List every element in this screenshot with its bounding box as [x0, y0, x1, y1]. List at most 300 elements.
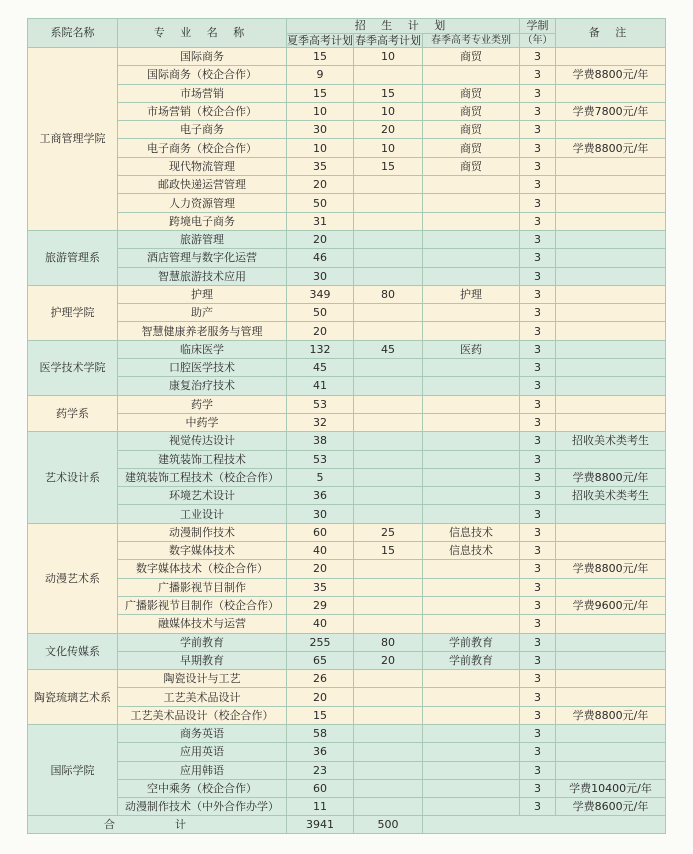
summer-plan: 32	[287, 413, 354, 431]
spring-category	[423, 798, 520, 816]
header-duration-top: 学制	[520, 19, 556, 34]
spring-plan	[354, 670, 423, 688]
table-row	[28, 560, 666, 578]
duration-years: 3	[520, 633, 556, 651]
spring-plan	[354, 413, 423, 431]
duration-years: 3	[520, 432, 556, 450]
spring-category	[423, 688, 520, 706]
spring-category	[423, 450, 520, 468]
table-row	[28, 249, 666, 267]
duration-years: 3	[520, 230, 556, 248]
spring-category	[423, 413, 520, 431]
table-row	[28, 670, 666, 688]
summer-plan: 10	[287, 102, 354, 120]
spring-plan	[354, 743, 423, 761]
remark	[556, 743, 666, 761]
spring-plan	[354, 724, 423, 742]
major-name: 应用韩语	[118, 761, 287, 779]
table-row	[28, 66, 666, 84]
spring-category: 商贸	[423, 121, 520, 139]
major-name: 康复治疗技术	[118, 377, 287, 395]
major-name: 视觉传达设计	[118, 432, 287, 450]
summer-plan: 50	[287, 304, 354, 322]
remark: 招收美术类考生	[556, 487, 666, 505]
duration-years: 3	[520, 267, 556, 285]
table-row	[28, 304, 666, 322]
major-name: 应用英语	[118, 743, 287, 761]
remark: 学费7800元/年	[556, 102, 666, 120]
major-name: 智慧旅游技术应用	[118, 267, 287, 285]
duration-years: 3	[520, 688, 556, 706]
table-row	[28, 450, 666, 468]
major-name: 国际商务	[118, 48, 287, 66]
summer-plan: 41	[287, 377, 354, 395]
spring-category	[423, 194, 520, 212]
duration-years: 3	[520, 560, 556, 578]
duration-years: 3	[520, 542, 556, 560]
spring-plan	[354, 230, 423, 248]
remark	[556, 194, 666, 212]
spring-category	[423, 706, 520, 724]
spring-plan	[354, 596, 423, 614]
spring-plan: 20	[354, 121, 423, 139]
table-row	[28, 651, 666, 669]
major-name: 空中乘务（校企合作）	[118, 779, 287, 797]
major-name: 数字媒体技术（校企合作）	[118, 560, 287, 578]
remark	[556, 285, 666, 303]
table-row	[28, 230, 666, 248]
spring-category	[423, 724, 520, 742]
spring-category	[423, 761, 520, 779]
major-name: 动漫制作技术（中外合作办学）	[118, 798, 287, 816]
major-name: 药学	[118, 395, 287, 413]
table-row	[28, 267, 666, 285]
summer-plan: 20	[287, 560, 354, 578]
header-major: 专 业 名 称	[118, 19, 287, 48]
summer-plan: 30	[287, 267, 354, 285]
table-row	[28, 523, 666, 541]
spring-plan: 20	[354, 651, 423, 669]
major-name: 工业设计	[118, 505, 287, 523]
duration-years: 3	[520, 66, 556, 84]
spring-plan: 45	[354, 340, 423, 358]
summer-plan: 132	[287, 340, 354, 358]
spring-category: 商贸	[423, 84, 520, 102]
major-name: 市场营销（校企合作）	[118, 102, 287, 120]
total-spring: 500	[354, 816, 423, 834]
spring-category	[423, 377, 520, 395]
summer-plan: 20	[287, 230, 354, 248]
college-name: 旅游管理系	[28, 230, 118, 285]
table-row	[28, 761, 666, 779]
summer-plan: 35	[287, 578, 354, 596]
duration-years: 3	[520, 48, 556, 66]
remark: 招收美术类考生	[556, 432, 666, 450]
table-row	[28, 194, 666, 212]
remark	[556, 121, 666, 139]
remark	[556, 48, 666, 66]
spring-plan	[354, 395, 423, 413]
duration-years: 3	[520, 121, 556, 139]
spring-plan: 10	[354, 102, 423, 120]
summer-plan: 20	[287, 176, 354, 194]
header-plan: 招 生 计 划	[287, 19, 520, 34]
spring-plan: 15	[354, 84, 423, 102]
spring-category	[423, 615, 520, 633]
remark	[556, 157, 666, 175]
college-name: 药学系	[28, 395, 118, 432]
table-row	[28, 542, 666, 560]
remark	[556, 523, 666, 541]
summer-plan: 58	[287, 724, 354, 742]
remark	[556, 212, 666, 230]
table-row	[28, 468, 666, 486]
spring-category	[423, 743, 520, 761]
spring-plan	[354, 249, 423, 267]
spring-plan: 10	[354, 48, 423, 66]
spring-category	[423, 212, 520, 230]
table-row	[28, 413, 666, 431]
duration-years: 3	[520, 157, 556, 175]
summer-plan: 30	[287, 121, 354, 139]
remark	[556, 413, 666, 431]
summer-plan: 46	[287, 249, 354, 267]
duration-years: 3	[520, 84, 556, 102]
college-name: 工商管理学院	[28, 48, 118, 231]
major-name: 建筑装饰工程技术（校企合作）	[118, 468, 287, 486]
major-name: 中药学	[118, 413, 287, 431]
remark	[556, 688, 666, 706]
summer-plan: 53	[287, 450, 354, 468]
table-row	[28, 596, 666, 614]
remark: 学费8800元/年	[556, 139, 666, 157]
spring-plan	[354, 450, 423, 468]
remark	[556, 84, 666, 102]
spring-plan	[354, 578, 423, 596]
spring-category	[423, 560, 520, 578]
table-row	[28, 432, 666, 450]
spring-category	[423, 249, 520, 267]
major-name: 早期教育	[118, 651, 287, 669]
duration-years: 3	[520, 761, 556, 779]
spring-plan: 80	[354, 633, 423, 651]
spring-category: 护理	[423, 285, 520, 303]
spring-category: 商贸	[423, 102, 520, 120]
major-name: 邮政快递运营管理	[118, 176, 287, 194]
spring-category	[423, 596, 520, 614]
table-row	[28, 487, 666, 505]
duration-years: 3	[520, 743, 556, 761]
remark	[556, 670, 666, 688]
summer-plan: 20	[287, 322, 354, 340]
spring-plan	[354, 688, 423, 706]
college-name: 文化传媒系	[28, 633, 118, 670]
major-name: 口腔医学技术	[118, 359, 287, 377]
table-row	[28, 377, 666, 395]
remark	[556, 651, 666, 669]
major-name: 酒店管理与数字化运营	[118, 249, 287, 267]
total-empty	[423, 816, 666, 834]
spring-category	[423, 267, 520, 285]
table-row	[28, 48, 666, 66]
table-row	[28, 139, 666, 157]
duration-years: 3	[520, 596, 556, 614]
spring-category	[423, 432, 520, 450]
spring-plan	[354, 779, 423, 797]
table-row	[28, 578, 666, 596]
header-college: 系院名称	[28, 19, 118, 48]
spring-category	[423, 66, 520, 84]
duration-years: 3	[520, 468, 556, 486]
major-name: 旅游管理	[118, 230, 287, 248]
duration-years: 3	[520, 304, 556, 322]
duration-years: 3	[520, 670, 556, 688]
spring-category	[423, 505, 520, 523]
remark	[556, 633, 666, 651]
summer-plan: 15	[287, 84, 354, 102]
major-name: 学前教育	[118, 633, 287, 651]
major-name: 临床医学	[118, 340, 287, 358]
table-row	[28, 121, 666, 139]
duration-years: 3	[520, 285, 556, 303]
major-name: 国际商务（校企合作）	[118, 66, 287, 84]
spring-plan	[354, 761, 423, 779]
spring-category	[423, 230, 520, 248]
spring-category	[423, 779, 520, 797]
table-row	[28, 505, 666, 523]
table-row	[28, 84, 666, 102]
summer-plan: 50	[287, 194, 354, 212]
duration-years: 3	[520, 194, 556, 212]
table-row	[28, 706, 666, 724]
spring-plan: 10	[354, 139, 423, 157]
spring-category	[423, 304, 520, 322]
summer-plan: 35	[287, 157, 354, 175]
duration-years: 3	[520, 102, 556, 120]
spring-category	[423, 487, 520, 505]
remark	[556, 359, 666, 377]
spring-plan	[354, 267, 423, 285]
major-name: 工艺美术品设计	[118, 688, 287, 706]
remark: 学费8600元/年	[556, 798, 666, 816]
duration-years: 3	[520, 139, 556, 157]
major-name: 人力资源管理	[118, 194, 287, 212]
header-summer: 夏季高考计划	[287, 34, 353, 47]
college-name: 护理学院	[28, 285, 118, 340]
major-name: 电子商务	[118, 121, 287, 139]
duration-years: 3	[520, 798, 556, 816]
duration-years: 3	[520, 413, 556, 431]
duration-years: 3	[520, 249, 556, 267]
major-name: 动漫制作技术	[118, 523, 287, 541]
spring-plan	[354, 212, 423, 230]
major-name: 广播影视节目制作	[118, 578, 287, 596]
remark	[556, 249, 666, 267]
table-row	[28, 212, 666, 230]
remark: 学费8800元/年	[556, 706, 666, 724]
remark	[556, 322, 666, 340]
summer-plan: 36	[287, 743, 354, 761]
spring-plan: 15	[354, 542, 423, 560]
summer-plan: 15	[287, 706, 354, 724]
summer-plan: 60	[287, 779, 354, 797]
summer-plan: 26	[287, 670, 354, 688]
remark	[556, 267, 666, 285]
major-name: 护理	[118, 285, 287, 303]
spring-category: 商贸	[423, 157, 520, 175]
college-name: 动漫艺术系	[28, 523, 118, 633]
duration-years: 3	[520, 505, 556, 523]
spring-plan: 80	[354, 285, 423, 303]
summer-plan: 20	[287, 688, 354, 706]
remark	[556, 395, 666, 413]
spring-category	[423, 468, 520, 486]
duration-years: 3	[520, 450, 556, 468]
remark: 学费8800元/年	[556, 560, 666, 578]
duration-years: 3	[520, 176, 556, 194]
duration-years: 3	[520, 359, 556, 377]
summer-plan: 23	[287, 761, 354, 779]
major-name: 数字媒体技术	[118, 542, 287, 560]
spring-category	[423, 322, 520, 340]
table-row	[28, 395, 666, 413]
duration-years: 3	[520, 377, 556, 395]
major-name: 跨境电子商务	[118, 212, 287, 230]
spring-plan	[354, 615, 423, 633]
summer-plan: 5	[287, 468, 354, 486]
remark	[556, 304, 666, 322]
duration-years: 3	[520, 523, 556, 541]
major-name: 融媒体技术与运营	[118, 615, 287, 633]
spring-category: 学前教育	[423, 633, 520, 651]
summer-plan: 40	[287, 615, 354, 633]
spring-category: 学前教育	[423, 651, 520, 669]
table-row	[28, 157, 666, 175]
summer-plan: 11	[287, 798, 354, 816]
summer-plan: 38	[287, 432, 354, 450]
remark	[556, 230, 666, 248]
spring-plan	[354, 377, 423, 395]
college-name: 艺术设计系	[28, 432, 118, 523]
header-remark: 备 注	[556, 19, 666, 48]
total-label-left: 合	[104, 818, 115, 832]
table-row	[28, 724, 666, 742]
table-row	[28, 743, 666, 761]
major-name: 市场营销	[118, 84, 287, 102]
table-row	[28, 615, 666, 633]
spring-category	[423, 670, 520, 688]
summer-plan: 29	[287, 596, 354, 614]
remark	[556, 542, 666, 560]
college-name: 医学技术学院	[28, 340, 118, 395]
major-name: 工艺美术品设计（校企合作）	[118, 706, 287, 724]
spring-plan	[354, 706, 423, 724]
summer-plan: 45	[287, 359, 354, 377]
total-row	[28, 816, 666, 834]
major-name: 电子商务（校企合作）	[118, 139, 287, 157]
remark	[556, 377, 666, 395]
remark	[556, 340, 666, 358]
table-row	[28, 633, 666, 651]
major-name: 商务英语	[118, 724, 287, 742]
summer-plan: 60	[287, 523, 354, 541]
remark	[556, 450, 666, 468]
spring-category: 信息技术	[423, 523, 520, 541]
remark: 学费8800元/年	[556, 66, 666, 84]
header-duration-bottom: （年）	[520, 34, 556, 48]
table-row	[28, 176, 666, 194]
spring-plan	[354, 505, 423, 523]
spring-plan	[354, 176, 423, 194]
major-name: 智慧健康养老服务与管理	[118, 322, 287, 340]
spring-plan	[354, 798, 423, 816]
spring-category: 商贸	[423, 48, 520, 66]
total-label-right: 计	[175, 818, 186, 832]
remark: 学费10400元/年	[556, 779, 666, 797]
summer-plan: 40	[287, 542, 354, 560]
duration-years: 3	[520, 487, 556, 505]
remark	[556, 505, 666, 523]
duration-years: 3	[520, 322, 556, 340]
summer-plan: 53	[287, 395, 354, 413]
summer-plan: 9	[287, 66, 354, 84]
table-row	[28, 322, 666, 340]
duration-years: 3	[520, 615, 556, 633]
spring-plan: 25	[354, 523, 423, 541]
spring-category: 信息技术	[423, 542, 520, 560]
summer-plan: 255	[287, 633, 354, 651]
major-name: 陶瓷设计与工艺	[118, 670, 287, 688]
major-name: 环境艺术设计	[118, 487, 287, 505]
spring-plan	[354, 359, 423, 377]
duration-years: 3	[520, 706, 556, 724]
spring-plan	[354, 468, 423, 486]
summer-plan: 36	[287, 487, 354, 505]
table-row	[28, 102, 666, 120]
spring-plan	[354, 560, 423, 578]
duration-years: 3	[520, 340, 556, 358]
duration-years: 3	[520, 724, 556, 742]
summer-plan: 31	[287, 212, 354, 230]
remark: 学费9600元/年	[556, 596, 666, 614]
total-label	[28, 816, 287, 834]
spring-category	[423, 395, 520, 413]
table-row	[28, 285, 666, 303]
duration-years: 3	[520, 578, 556, 596]
spring-plan	[354, 66, 423, 84]
total-summer: 3941	[287, 816, 354, 834]
spring-plan	[354, 322, 423, 340]
major-name: 广播影视节目制作（校企合作）	[118, 596, 287, 614]
major-name: 建筑装饰工程技术	[118, 450, 287, 468]
table-row	[28, 798, 666, 816]
table-row	[28, 340, 666, 358]
duration-years: 3	[520, 395, 556, 413]
spring-category	[423, 359, 520, 377]
spring-category: 医药	[423, 340, 520, 358]
spring-plan	[354, 487, 423, 505]
spring-plan	[354, 304, 423, 322]
remark	[556, 615, 666, 633]
duration-years: 3	[520, 212, 556, 230]
summer-plan: 349	[287, 285, 354, 303]
spring-category: 商贸	[423, 139, 520, 157]
remark: 学费8800元/年	[556, 468, 666, 486]
major-name: 现代物流管理	[118, 157, 287, 175]
spring-category	[423, 578, 520, 596]
enrollment-table	[27, 18, 666, 834]
remark	[556, 176, 666, 194]
